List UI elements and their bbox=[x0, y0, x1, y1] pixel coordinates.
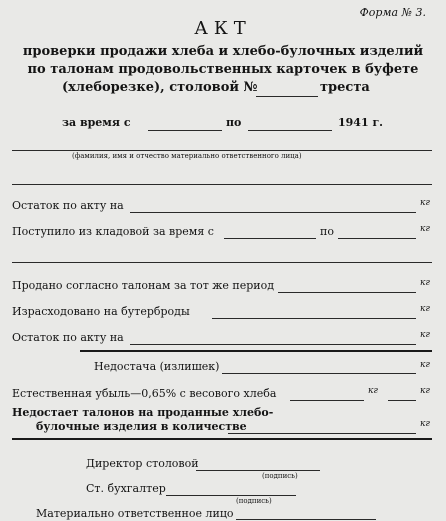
row-ostatok-start-label: Остаток по акту на bbox=[12, 199, 124, 212]
unit-kg-6: кг bbox=[420, 360, 430, 370]
row-prodano-label: Продано согласно талонам за тот же период bbox=[12, 279, 275, 292]
period-from-field[interactable] bbox=[148, 130, 222, 131]
row-ubyl-field-2[interactable] bbox=[388, 400, 416, 401]
unit-kg-8: кг bbox=[420, 386, 430, 396]
director-signature-field[interactable] bbox=[196, 470, 320, 471]
responsible-signature-field[interactable] bbox=[236, 519, 376, 520]
unit-kg-4: кг bbox=[420, 304, 430, 314]
row-butery-label: Израсходовано на бутерброды bbox=[12, 305, 190, 318]
accountant-signature-field[interactable] bbox=[166, 495, 296, 496]
document-heading: АКТ bbox=[194, 18, 252, 39]
period-year: 1941 г. bbox=[338, 116, 384, 129]
period-prefix: за время с bbox=[62, 116, 131, 129]
row-nedostaet-field[interactable] bbox=[228, 433, 416, 434]
title-line-2: по талонам продовольственных карточек в буфете bbox=[27, 62, 419, 77]
director-sign-caption: (подпись) bbox=[262, 472, 298, 480]
row-postupilo-to-field[interactable] bbox=[338, 238, 416, 239]
bottom-divider bbox=[12, 438, 432, 440]
row-nedostaet-label-1: Недостает талонов на проданные хлебо- bbox=[12, 406, 274, 419]
unit-kg-2: кг bbox=[420, 224, 430, 234]
row-ostatok-end-label: Остаток по акту на bbox=[12, 331, 124, 344]
period-to-field[interactable] bbox=[248, 130, 332, 131]
blank-line-1[interactable] bbox=[12, 184, 432, 185]
title-line-3: (хлеборезке), столовой № bbox=[62, 80, 258, 95]
title-line-1: проверки продажи хлеба и хлебо-булочных изделий bbox=[22, 44, 424, 59]
blank-line-2[interactable] bbox=[12, 262, 432, 263]
trust-label: треста bbox=[320, 80, 370, 95]
row-ubyl-label: Естественная убыль—0,65% с весового хлеба bbox=[12, 387, 277, 400]
row-ubyl-field[interactable] bbox=[290, 400, 364, 401]
form-number: Форма № 3. bbox=[359, 6, 426, 19]
accountant-sign-caption: (подпись) bbox=[236, 497, 272, 505]
row-butery-field[interactable] bbox=[212, 318, 416, 319]
row-ostatok-end-field[interactable] bbox=[130, 344, 416, 345]
row-postupilo-label: Поступило из кладовой за время с bbox=[12, 225, 214, 238]
responsible-name-field[interactable] bbox=[12, 150, 432, 151]
row-nedostacha-label: Недостача (излишек) bbox=[94, 360, 220, 373]
row-postupilo-from-field[interactable] bbox=[224, 238, 316, 239]
accountant-label: Ст. бухгалтер bbox=[86, 482, 166, 495]
responsible-label: Материально ответственное лицо bbox=[36, 507, 234, 520]
row-postupilo-po: по bbox=[320, 225, 334, 238]
unit-kg-3: кг bbox=[420, 278, 430, 288]
summary-divider bbox=[80, 350, 432, 352]
row-nedostacha-field[interactable] bbox=[222, 373, 416, 374]
canteen-number-field[interactable] bbox=[256, 96, 318, 97]
unit-kg-7: кг bbox=[368, 386, 378, 396]
unit-kg-1: кг bbox=[420, 198, 430, 208]
unit-kg-9: кг bbox=[420, 419, 430, 429]
row-nedostaet-label-2: булочные изделия в количестве bbox=[36, 420, 247, 433]
row-ostatok-start-field[interactable] bbox=[130, 212, 416, 213]
responsible-caption: (фамилия, имя и отчество материально ответственного лица) bbox=[72, 152, 302, 160]
unit-kg-5: кг bbox=[420, 330, 430, 340]
row-prodano-field[interactable] bbox=[278, 292, 416, 293]
period-middle: по bbox=[226, 116, 242, 129]
director-label: Директор столовой bbox=[86, 457, 199, 470]
